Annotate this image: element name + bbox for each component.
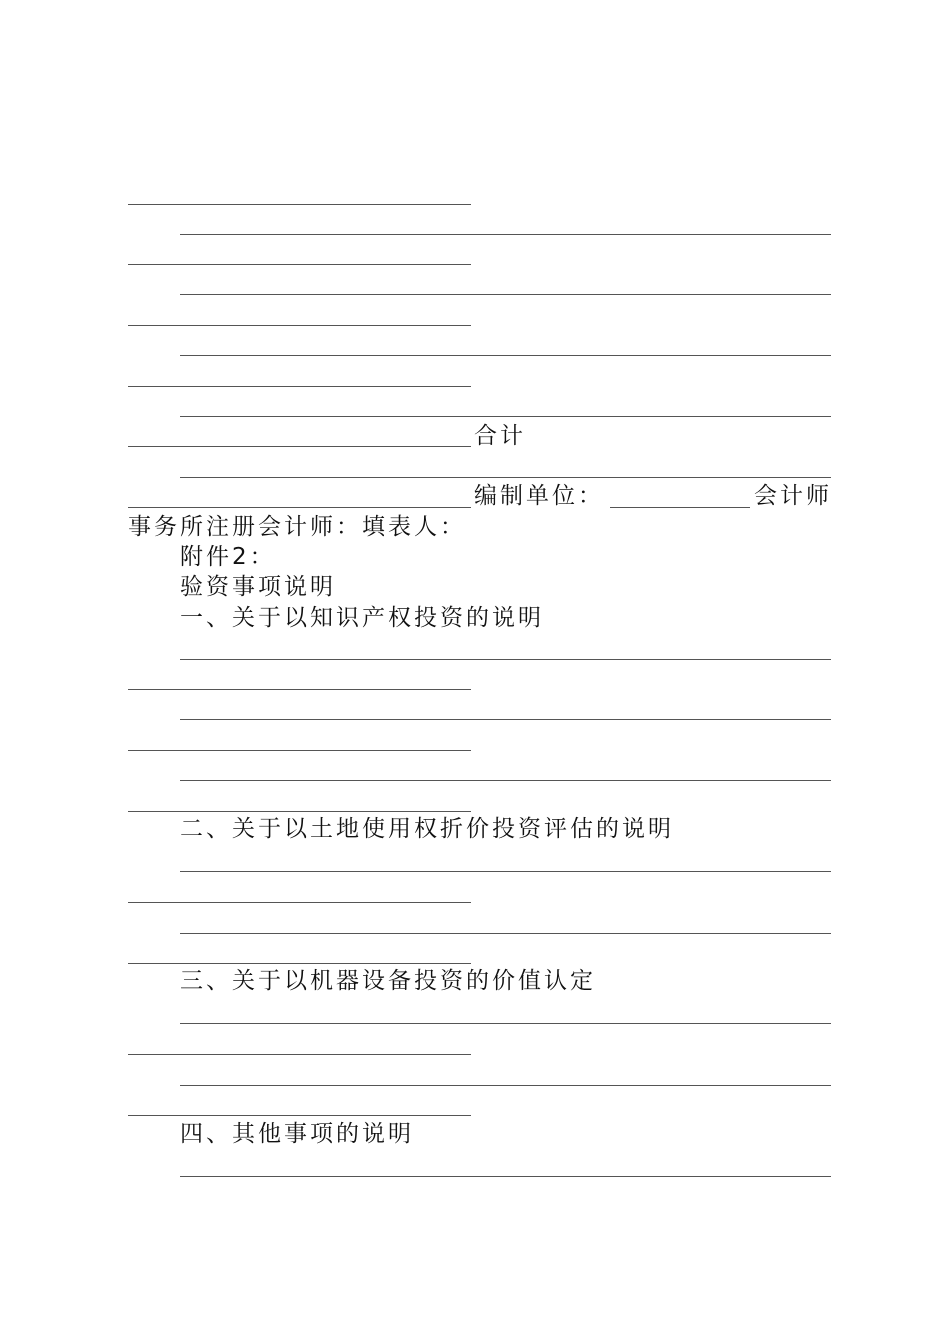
blank-line bbox=[128, 264, 471, 265]
appendix-label: 附件2： bbox=[180, 544, 276, 570]
firm-signature-line: 事务所注册会计师：填表人： bbox=[128, 514, 466, 540]
blank-line bbox=[180, 294, 831, 295]
blank-line bbox=[180, 780, 831, 781]
accountant-suffix: 会计师 bbox=[754, 483, 832, 509]
blank-line bbox=[128, 963, 471, 964]
prepared-by-label: 编制单位： bbox=[474, 483, 604, 509]
blank-line bbox=[128, 1115, 471, 1116]
blank-line bbox=[180, 416, 831, 417]
total-label: 合计 bbox=[474, 423, 526, 449]
section-heading: 三、关于以机器设备投资的价值认定 bbox=[180, 968, 596, 994]
blank-line bbox=[180, 719, 831, 720]
blank-line bbox=[180, 659, 831, 660]
blank-line bbox=[180, 1023, 831, 1024]
blank-line bbox=[180, 234, 831, 235]
appendix-title: 验资事项说明 bbox=[180, 574, 336, 600]
blank-line bbox=[180, 1176, 831, 1177]
section-heading: 一、关于以知识产权投资的说明 bbox=[180, 605, 544, 631]
blank-line bbox=[180, 933, 831, 934]
section-heading: 四、其他事项的说明 bbox=[180, 1121, 414, 1147]
blank-line bbox=[180, 871, 831, 872]
blank-line bbox=[180, 1085, 831, 1086]
blank-line bbox=[128, 204, 471, 205]
blank-line bbox=[128, 902, 471, 903]
prepared-by-blank bbox=[610, 507, 750, 508]
section-heading: 二、关于以土地使用权折价投资评估的说明 bbox=[180, 816, 674, 842]
blank-line bbox=[128, 750, 471, 751]
blank-line bbox=[180, 355, 831, 356]
blank-line bbox=[128, 811, 471, 812]
blank-line bbox=[128, 689, 471, 690]
blank-line bbox=[128, 446, 471, 447]
blank-line bbox=[128, 1054, 471, 1055]
blank-line bbox=[180, 477, 831, 478]
blank-line bbox=[128, 386, 471, 387]
blank-line bbox=[128, 507, 471, 508]
blank-line bbox=[128, 325, 471, 326]
